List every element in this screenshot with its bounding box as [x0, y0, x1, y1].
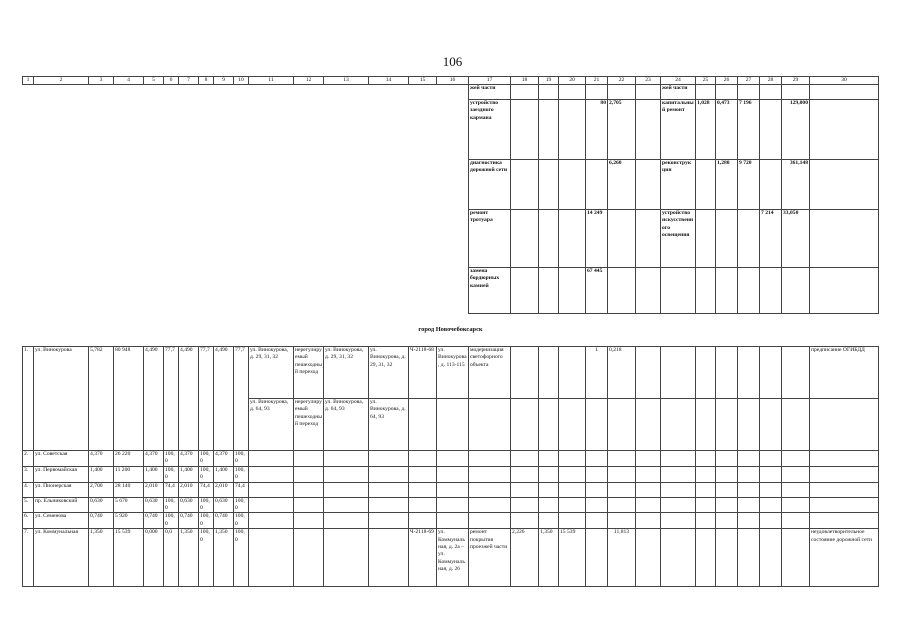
col-header: 11 [249, 77, 294, 85]
col-header: 18 [511, 77, 539, 85]
table-row: 6. ул. Семенова 0,740 5 920 0,740 100,0 0,740 100,0 0,740 100,0 [23, 513, 879, 529]
col-header: 9 [214, 77, 234, 85]
col-header: 14 [369, 77, 409, 85]
section-title-row [23, 314, 879, 347]
table-row: 5. пр. Ельниковский 0,630 5 670 0,630 100,0 0,630 100,0 0,630 100,0 [23, 497, 879, 513]
table-cell: 1,028 [696, 100, 716, 160]
table-cell: 33,050 [782, 210, 810, 268]
col-header: 17 [469, 77, 511, 85]
street-name: ул. Винокурова [34, 347, 89, 451]
col-header: 4 [114, 77, 144, 85]
col-header: 20 [559, 77, 586, 85]
col-header: 3 [89, 77, 114, 85]
col-header: 21 [586, 77, 608, 85]
column-number-row [23, 77, 879, 85]
table-cell: ремонт тротуара [469, 210, 511, 268]
col-header: 2 [34, 77, 89, 85]
table-row: 4. ул. Пионерская 2,700 28 140 2,010 74,4 2,010 74,4 2,010 74,4 [23, 482, 879, 497]
col-header: 30 [810, 77, 879, 85]
city-title: город Новочебоксарск [418, 326, 483, 334]
table-cell: жей части [661, 85, 696, 100]
table-cell: 7 214 [760, 210, 782, 268]
col-header: 13 [324, 77, 369, 85]
table-row: 3. ул. Первомайская 1,400 11 200 1,400 100,0 1,400 100,0 1,400 100,0 [23, 466, 879, 482]
col-header: 10 [234, 77, 249, 85]
table-cell: реконструкция [661, 160, 696, 210]
table-cell: замена бордюрных камней [469, 268, 511, 314]
table-cell: 67 445 [586, 268, 608, 314]
table-cell: капитальный ремонт [661, 100, 696, 160]
col-header: 29 [782, 77, 810, 85]
col-header: 23 [636, 77, 661, 85]
table-cell: 361,148 [782, 160, 810, 210]
col-header: 6 [164, 77, 179, 85]
table-row: 7. ул. Коммунальная 1,350 15 539 0,000 0,0 1,350 100,0 1,350 100,0 Ч-2118-69 ул. Коммунальная, д. 2а – ул. Коммунальная, д. 26 ремонт покрытия проезжей части 2,226 1,350 15 539 11,813 неудовлетворительное состояние дорожной сети [23, 529, 879, 587]
table-row [23, 85, 879, 100]
table-cell: 7 196 [738, 100, 760, 160]
table-cell: 80 [586, 100, 608, 160]
table-cell: 2,705 [608, 100, 636, 160]
table-cell: устройство заездного кармана [469, 100, 511, 160]
table-cell: устройство искусственного освещения [661, 210, 696, 268]
col-header: 5 [144, 77, 164, 85]
col-header: 28 [760, 77, 782, 85]
table-row: 1. ул. Винокурова 5,782 80 948 4,490 77,7 4,490 77,7 4,490 77,7 ул. Винокурова, д. 29, 31, 32 нерегулируемый пешеходный переход ул. Винокурова, д. 29, 31, 32 ул. Винокурова, д. 29, 31, 32 Ч-2118-68 ул. Винокурова, д. 113-115 модернизация светофорного объекта 1 0,218 предписание ОГИБДД [23, 347, 879, 399]
table-cell: 6,260 [608, 160, 636, 210]
table-cell: жей части [469, 85, 511, 100]
table-cell: 129,000 [782, 100, 810, 160]
col-header: 25 [696, 77, 716, 85]
table-cell: 9 720 [738, 160, 760, 210]
page-number: 106 [442, 54, 463, 69]
table-cell: 14 249 [586, 210, 608, 268]
col-header: 24 [661, 77, 696, 85]
col-header: 26 [716, 77, 738, 85]
col-header: 7 [179, 77, 199, 85]
col-header: 8 [199, 77, 214, 85]
col-header: 15 [409, 77, 437, 85]
table-row: ул. Винокурова, д. 64, 93 нерегулируемый пешеходный переход ул. Винокурова, д. 64, 93 ул. Винокурова, д. 64, 93 [23, 399, 879, 451]
table-cell: 0,473 [716, 100, 738, 160]
col-header: 27 [738, 77, 760, 85]
col-header: 12 [294, 77, 324, 85]
col-header: 22 [608, 77, 636, 85]
data-table [22, 76, 879, 587]
table-cell: 1,280 [716, 160, 738, 210]
row-number: 1. [23, 347, 34, 451]
col-header: 19 [539, 77, 559, 85]
table-row: 2. ул. Советская 4,370 26 220 4,370 100,0 4,370 100,0 4,370 100,0 [23, 451, 879, 467]
col-header: 16 [437, 77, 469, 85]
col-header: 1 [23, 77, 34, 85]
table-cell: диагностика дорожной сети [469, 160, 511, 210]
